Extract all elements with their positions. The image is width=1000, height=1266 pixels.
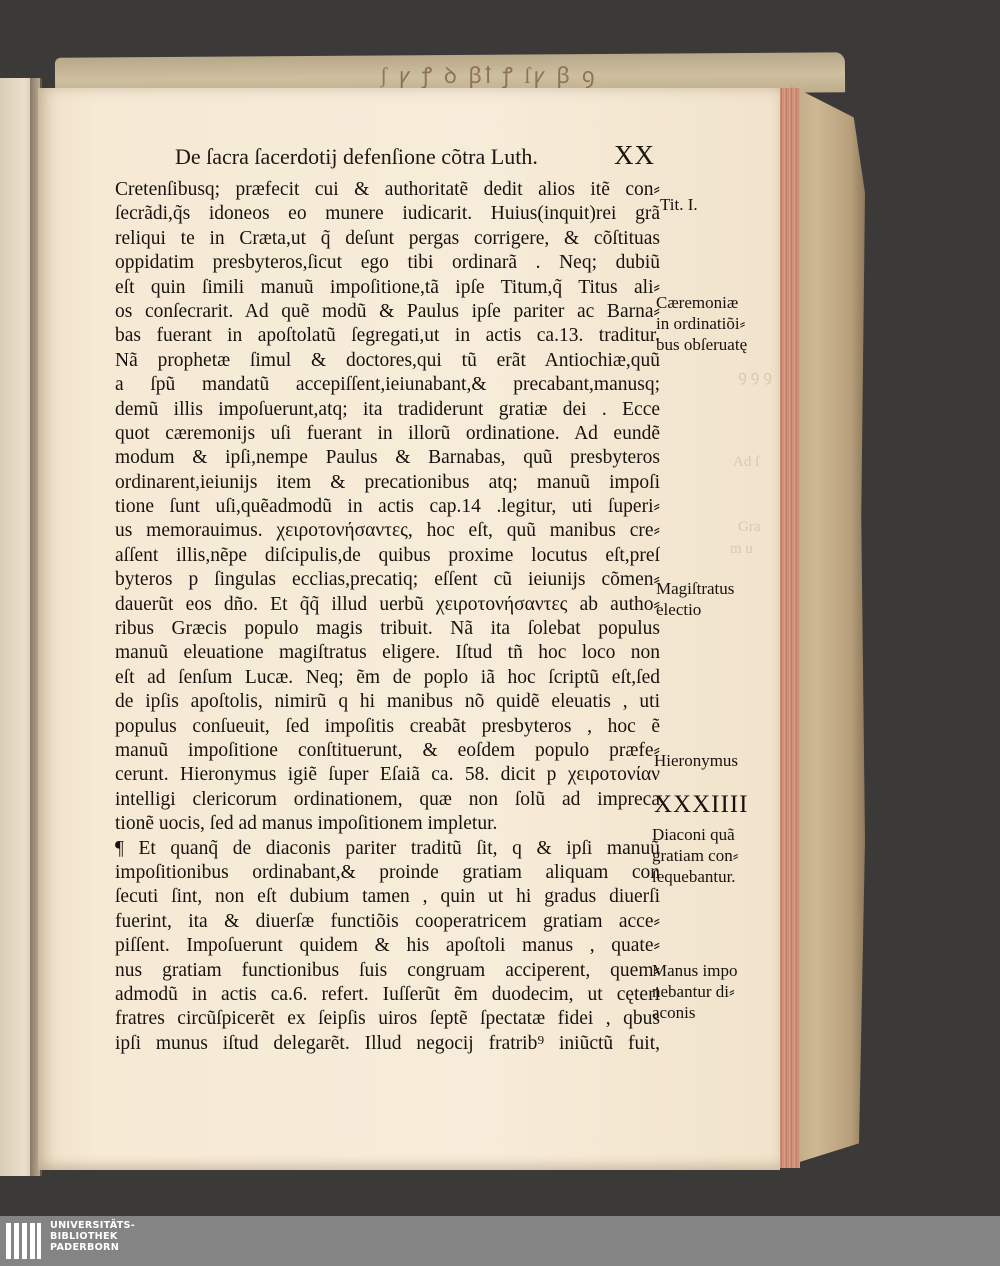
text-line: Nã prophetæ ſimul & doctores,qui tũ erãt Antiochiæ,quũ (115, 349, 660, 371)
text-line: os conſecrarit. Ad quẽ modũ & Paulus ipſe pariter ac Barna⸗ (115, 300, 660, 322)
text-line: dauerũt eos dño. Et q̃q̃ illud uerbũ χειροτονήσαντες ab autho⸗ (115, 593, 660, 615)
text-line: ordinarent,ieiunijs item & precationibus atq; manuũ impoſi (115, 471, 660, 493)
text-line: ribus Græcis populo magis tribuit. Nã ita ſolebat populus (115, 618, 660, 640)
library-footer (0, 1216, 1000, 1266)
library-name-line: UNIVERSITÄTS- (50, 1220, 136, 1231)
margin-note: electio (656, 600, 702, 619)
text-line: ſecuti ſint, non eſt dubium tamen , quin ut hi gradus diuerſi (115, 886, 660, 908)
text-line: fratres circũſpicerẽt ex ſeipſis uiros ſeptẽ ſpectatæ fidei , qbus (115, 1008, 660, 1030)
text-line: modum & ipſi,nempe Paulus & Barnabas, quũ presbyteros (115, 447, 660, 469)
text-line: manuũ impoſitione conſtituerunt, & eoſdem populo præfe⸗ (115, 739, 660, 761)
text-line: piſſent. Impoſuerunt quidem & his apoſtoli manus , quate⸗ (115, 935, 660, 957)
text-line: eſt ad ſenſum Lucæ. Neq; ẽm de poplo iã hoc ſcriptũ eſt,ſed (115, 666, 660, 688)
margin-note: Diaconi quã (652, 825, 735, 844)
section-number: XXXIIII (654, 791, 749, 818)
folio-number: XX (614, 140, 655, 170)
binding-fold-manuscript: ʃ ꝩ︎ ꝭ ꝺ ꞵꝉ ꝭ ſꝩ ꞵ ꝯ (380, 63, 598, 88)
text-line: admodũ in actis ca.6. refert. Iuſſerũt ẽm duodecim, ut cęteri (115, 983, 660, 1005)
main-text-block (115, 178, 660, 1056)
margin-note: aconis (652, 1003, 696, 1022)
vellum-cover-edge (790, 85, 865, 1165)
library-logo-icon (6, 1223, 42, 1259)
margin-note: in ordinatiõi⸗ (656, 314, 746, 333)
margin-note: gratiam con⸗ (652, 846, 739, 865)
text-line: manuũ eleuatione magiſtratus eligere. Iſtud tñ hoc loco non (115, 642, 660, 664)
text-line: oppidatim presbyteros,ſicut ego tibi ordinarã . Neq; dubiũ (115, 252, 660, 274)
text-line: us memorauimus. χειροτονήσαντες, hoc eſt, quũ manibus cre⸗ (115, 520, 660, 542)
text-line: ¶ Et quanq̃ de diaconis pariter traditũ ſit, q & ipſi manuũ (115, 837, 660, 859)
library-name-line: BIBLIOTHEK (50, 1231, 118, 1242)
red-page-edges (778, 88, 800, 1168)
margin-note: nebantur di⸗ (652, 982, 735, 1001)
library-name (50, 1220, 135, 1253)
text-line: tione ſunt uſi,quẽadmodũ in actis cap.14 .legitur, uti ſuperi⸗ (115, 496, 660, 518)
text-line: tionẽ uocis, ſed ad manus impoſitionem impletur. (115, 813, 498, 835)
margin-note: bus obſeruatę (656, 335, 748, 354)
text-line: fuerint, ita & diuerſæ functiõis cooperatricem gratiam acce⸗ (115, 910, 660, 932)
text-line: Cretenſibusq; præfecit cui & authoritatẽ dedit alios itẽ con⸗ (115, 179, 660, 200)
running-head (175, 140, 655, 176)
margin-note: ſequebantur. (652, 867, 736, 886)
text-line: demũ illis impoſuerunt,atq; ita tradiderunt gratiæ dei . Ecce (115, 398, 660, 420)
margin-note: Manus impo (652, 961, 738, 980)
margin-note: Magiſtratus (656, 579, 735, 598)
text-line: nus gratiam functionibus ſuis congruam acciperent, quem⸗ (115, 959, 660, 981)
text-line: de ipſis apoſtolis, nimirũ q hi manibus nõ quidẽ eleuatis , uti (115, 691, 660, 713)
text-line: aſſent illis,nẽpe diſcipulis,de quibus proxime locutus eſt,preſ (115, 544, 660, 566)
text-line: bas fuerant in apoſtolatũ ſegregati,ut in actis ca.13. traditur. (115, 325, 660, 347)
text-line: a ſpũ mandatũ accepiſſent,ieiunabant,& precabant,manusq; (115, 374, 660, 396)
running-head-title: De ſacra ſacerdotij defenſione cõtra Luth. (175, 144, 538, 169)
book-page: ꝯ ꝯ ꝯ Ad ſ Gra m u (38, 88, 780, 1170)
text-line: intelligi clericorum ordinationem, quæ non ſolũ ad impreca (115, 788, 660, 810)
margin-note: Tit. I. (660, 195, 698, 214)
text-line: impoſitionibus ordinabant,& proinde gratiam aliquam con (115, 861, 660, 883)
library-name-line: PADERBORN (50, 1242, 120, 1253)
text-line: cerunt. Hieronymus igiẽ ſuper Eſaiã ca. 58. dicit p χειροτονίαν (115, 764, 660, 786)
text-line: populus conſueuit, ſed impoſitis creabãt presbyteros , hoc ẽ (115, 715, 660, 737)
margin-note: Cæremoniæ (656, 293, 739, 312)
text-line: eſt quin ſimili manuũ impoſitione,tã ipſe Titum,q̃ Titus ali⸗ (115, 276, 660, 298)
text-line: ſecrãdi,q̃s idoneos eo munere iudicarit. Huius(inquit)rei grã (115, 203, 660, 225)
margin-note: Hieronymus (654, 751, 739, 770)
text-line: reliqui te in Cræta,ut q̃ deſunt pergas corrigere, & cõſtituas (115, 227, 660, 249)
text-line: quot cæremonijs uſi fuerant in illorũ ordinatione. Ad eundẽ (115, 422, 660, 444)
text-line: ipſi munus iſtud delegarẽt. Illud negocij fratrib⁹ iniũctũ fuit, (115, 1032, 660, 1054)
text-line: byteros p ſingulas ecclias,precatiq; eſſent cũ ieiunijs cõmen⸗ (115, 569, 660, 591)
